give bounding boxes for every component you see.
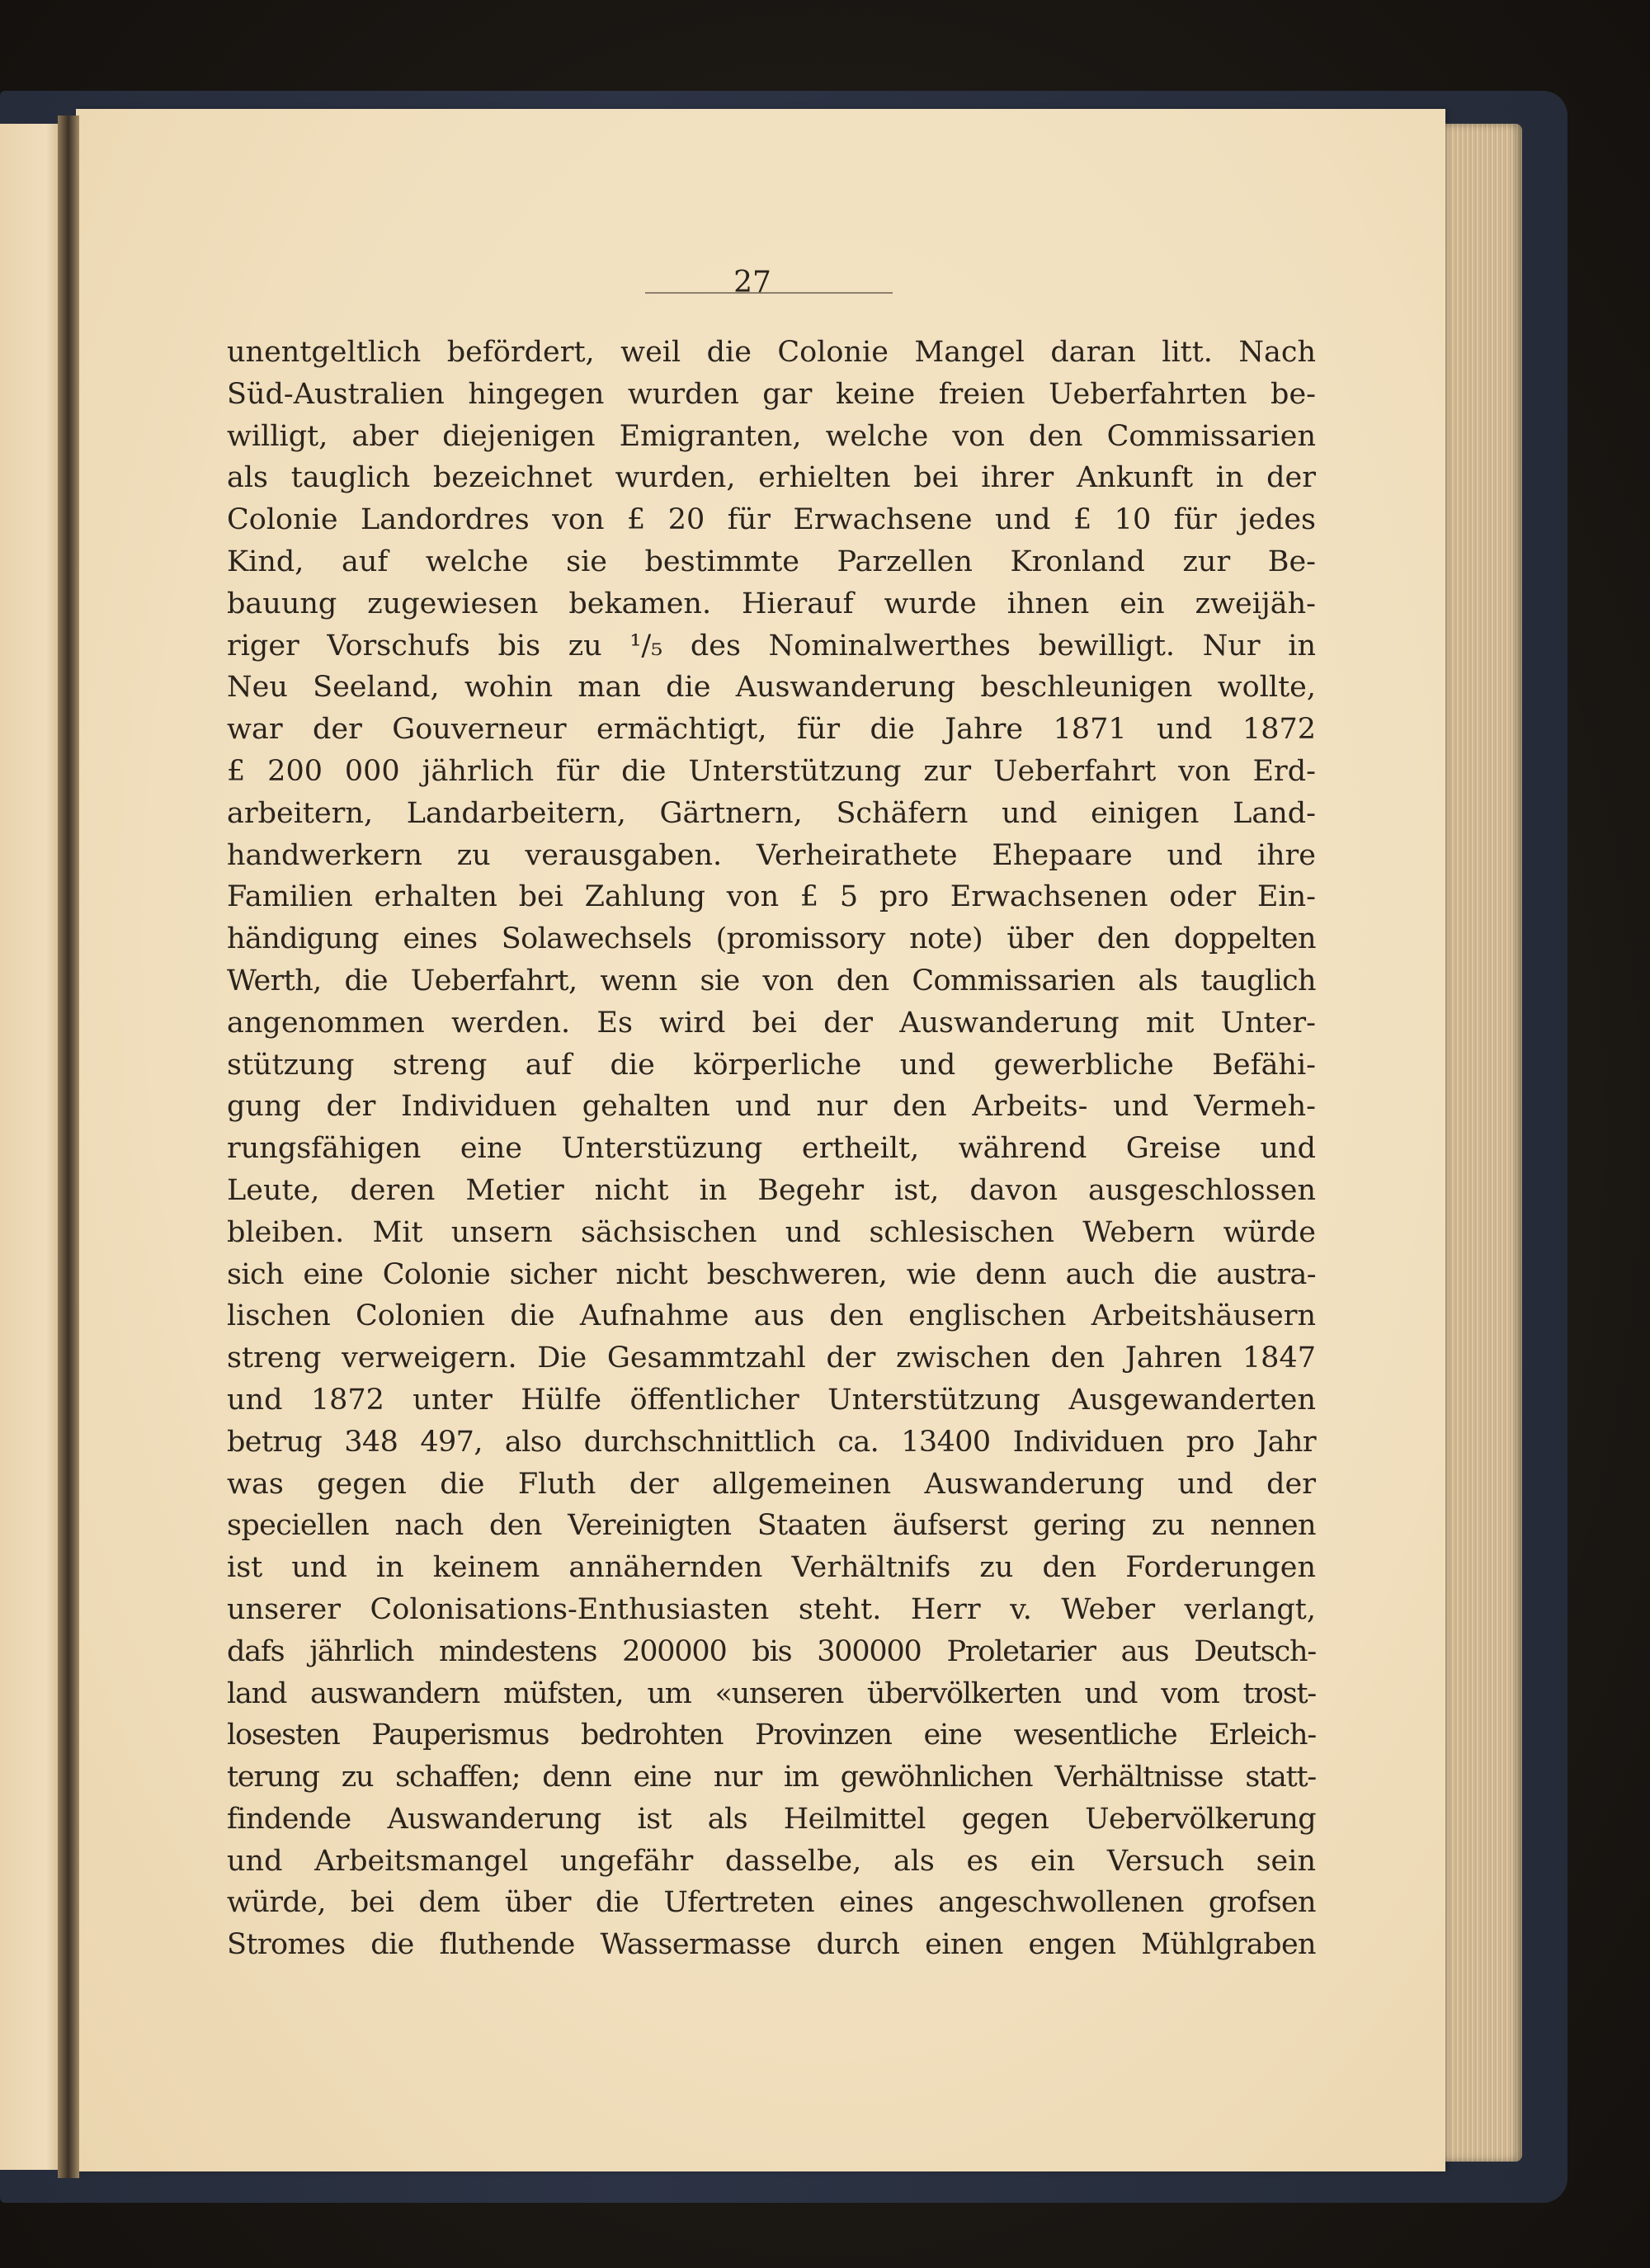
text-line: £ 200 000 jährlich für die Unterstützung zur Ueberfahrt von Erd- — [227, 754, 1316, 788]
text-line: arbeitern, Landarbeitern, Gärtnern, Schäfern und einigen Land- — [227, 796, 1316, 830]
text-line: findende Auswanderung ist als Heilmittel gegen Uebervölkerung — [227, 1802, 1316, 1836]
text-line: dafs jährlich mindestens 200000 bis 300000 Proletarier aus Deutsch- — [227, 1634, 1316, 1668]
text-line: betrug 348 497, also durchschnittlich ca. 13400 Individuen pro Jahr — [227, 1425, 1316, 1459]
text-line: angenommen werden. Es wird bei der Auswanderung mit Unter- — [227, 1006, 1316, 1040]
book-gutter — [58, 116, 79, 2178]
text-line: ist und in keinem annähernden Verhältnifs zu den Forderungen — [227, 1551, 1316, 1585]
text-line: Werth, die Ueberfahrt, wenn sie von den Commissarien als tauglich — [227, 964, 1316, 997]
text-line: sich eine Colonie sicher nicht beschweren, wie denn auch die austra- — [227, 1257, 1316, 1291]
text-line: Kind, auf welche sie bestimmte Parzellen Kronland zur Be- — [227, 545, 1316, 578]
book-page — [76, 109, 1445, 2171]
text-line: Familien erhalten bei Zahlung von £ 5 pro Erwachsenen oder Ein- — [227, 880, 1316, 914]
previous-page-edge — [0, 124, 66, 2170]
text-line: als tauglich bezeichnet wurden, erhielten bei ihrer Ankunft in der — [227, 461, 1316, 495]
text-line: bleiben. Mit unsern sächsischen und schlesischen Webern würde — [227, 1215, 1316, 1249]
text-line: gung der Individuen gehalten und nur den Arbeits- und Vermeh- — [227, 1090, 1316, 1124]
text-line: unserer Colonisations-Enthusiasten steht. Herr v. Weber verlangt, — [227, 1592, 1316, 1626]
text-line: losesten Pauperismus bedrohten Provinzen eine wesentliche Erleich- — [227, 1719, 1316, 1752]
text-line: land auswandern müfsten, um «unseren übervölkerten und vom trost- — [227, 1676, 1316, 1710]
text-line: und Arbeitsmangel ungefähr dasselbe, als es ein Versuch sein — [227, 1844, 1316, 1878]
text-line: terung zu schaffen; denn eine nur im gewöhnlichen Verhältnisse statt- — [227, 1761, 1316, 1794]
text-line: Colonie Landordres von £ 20 für Erwachsene und £ 10 für jedes — [227, 503, 1316, 537]
page-number-rule — [645, 292, 893, 294]
body-text — [227, 332, 1316, 1966]
text-line: Neu Seeland, wohin man die Auswanderung beschleunigen wollte, — [227, 671, 1316, 705]
text-line: händigung eines Solawechsels (promissory note) über den doppelten — [227, 922, 1316, 956]
text-line: was gegen die Fluth der allgemeinen Auswanderung und der — [227, 1467, 1316, 1501]
text-line: speciellen nach den Vereinigten Staaten äufserst gering zu nennen — [227, 1509, 1316, 1543]
text-line: handwerkern zu verausgaben. Verheirathete Ehepaare und ihre — [227, 838, 1316, 872]
text-line: und 1872 unter Hülfe öffentlicher Unterstützung Ausgewanderten — [227, 1383, 1316, 1417]
text-line: war der Gouverneur ermächtigt, für die Jahre 1871 und 1872 — [227, 713, 1316, 747]
text-line: rungsfähigen eine Unterstüzung ertheilt, während Greise und — [227, 1132, 1316, 1166]
text-line: Leute, deren Metier nicht in Begehr ist, davon ausgeschlossen — [227, 1173, 1316, 1207]
text-line: bauung zugewiesen bekamen. Hierauf wurde ihnen ein zweijäh- — [227, 587, 1316, 620]
text-line: lischen Colonien die Aufnahme aus den englischen Arbeitshäusern — [227, 1299, 1316, 1333]
text-line: unentgeltlich befördert, weil die Colonie Mangel daran litt. Nach — [227, 336, 1316, 369]
text-line: willigt, aber diejenigen Emigranten, welche von den Commissarien — [227, 419, 1316, 453]
text-line: Stromes die fluthende Wassermasse durch einen engen Mühlgraben — [227, 1928, 1316, 1962]
page-stack-edge — [1440, 124, 1522, 2162]
text-line: stützung streng auf die körperliche und gewerbliche Befähi- — [227, 1048, 1316, 1082]
page-number: 27 — [733, 266, 771, 299]
text-line: streng verweigern. Die Gesammtzahl der zwischen den Jahren 1847 — [227, 1341, 1316, 1375]
text-line: Süd-Australien hingegen wurden gar keine freien Ueberfahrten be- — [227, 377, 1316, 411]
text-line: riger Vorschufs bis zu ¹/₅ des Nominalwerthes bewilligt. Nur in — [227, 629, 1316, 662]
text-line: würde, bei dem über die Ufertreten eines angeschwollenen grofsen — [227, 1886, 1316, 1920]
